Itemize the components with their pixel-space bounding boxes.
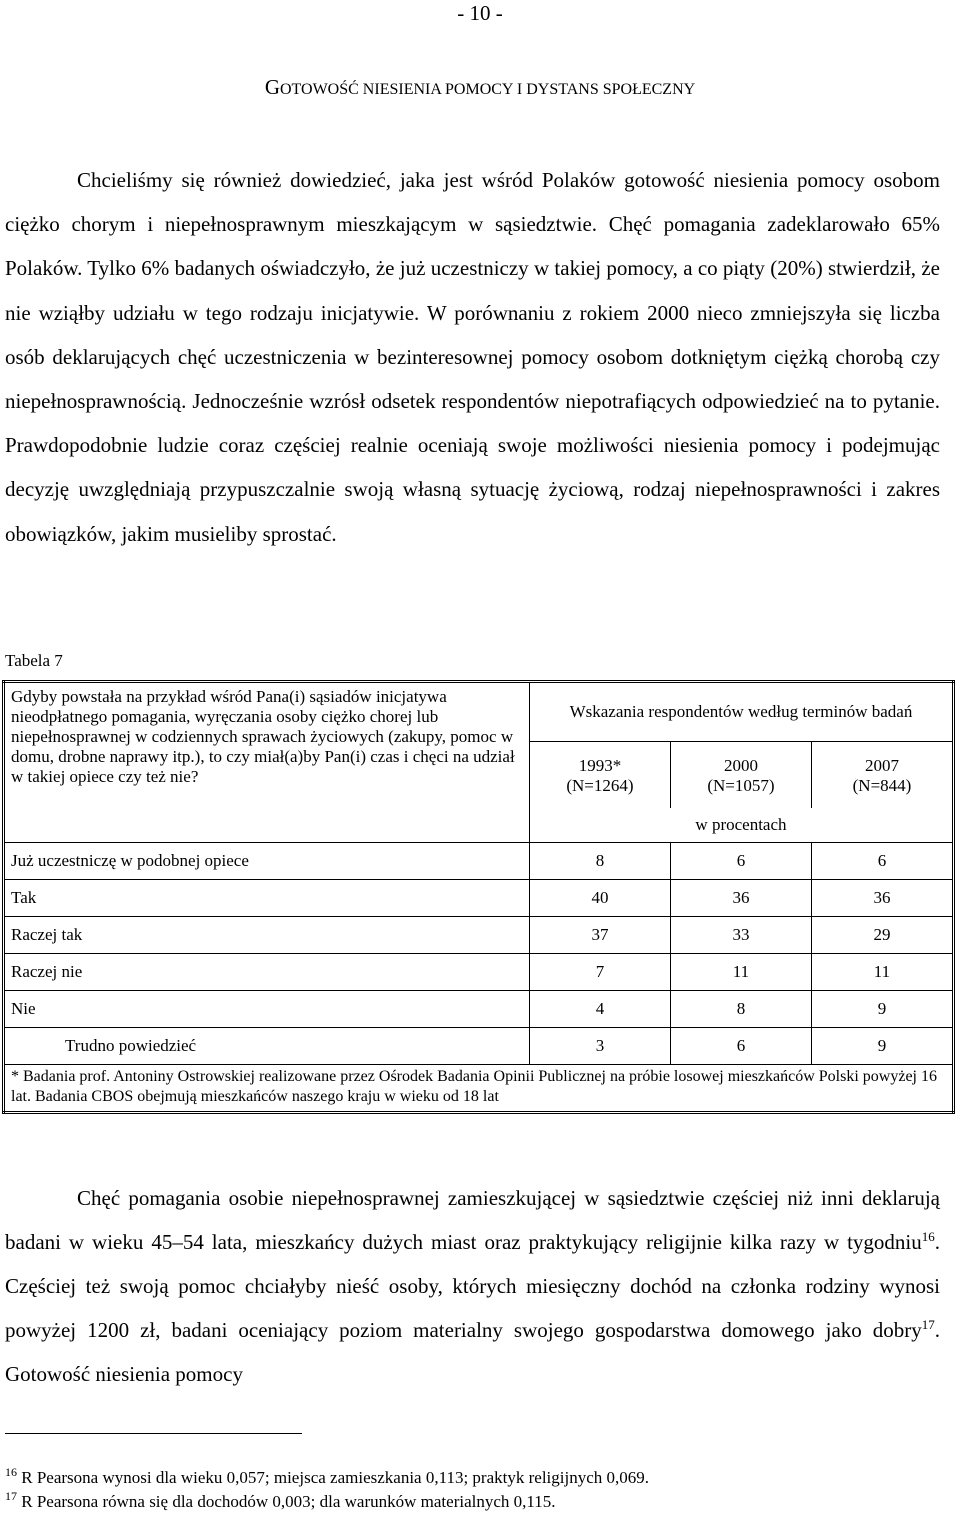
footnote-ref[interactable]: 17: [921, 1317, 935, 1332]
sample-size: (N=1264): [566, 776, 634, 795]
unit-label: w procentach: [529, 808, 953, 843]
footnote-16: [5, 1467, 649, 1489]
data-table: [2, 680, 955, 1114]
cell-value: 36: [811, 880, 953, 917]
table-footnote: * Badania prof. Antoniny Ostrowskiej realizowane przez Ośrodek Badania Opinii Publicznej na próbie losowej mieszkańców Polski powyżej 16 lat. Badania CBOS obejmują mieszkańców naszego kraju w wieku od 18 lat: [4, 1065, 954, 1113]
footnote-17: [5, 1491, 556, 1513]
table-row: [4, 991, 954, 1028]
table-header: Wskazania respondentów według terminów badań: [529, 682, 953, 742]
cell-value: 6: [670, 843, 811, 880]
row-label: Raczej nie: [4, 954, 530, 991]
cell-value: 11: [811, 954, 953, 991]
cell-value: 4: [529, 991, 670, 1028]
cell-value: 36: [670, 880, 811, 917]
paragraph-text: . Gotowość niesienia pomocy: [5, 1318, 940, 1386]
row-label: Już uczestniczę w podobnej opiece: [4, 843, 530, 880]
table-row: [4, 954, 954, 991]
year-2007: [811, 742, 953, 809]
row-label: Raczej tak: [4, 917, 530, 954]
table-row: [4, 843, 954, 880]
year-2000: [670, 742, 811, 809]
cell-value: 7: [529, 954, 670, 991]
cell-value: 37: [529, 917, 670, 954]
paragraph-text: Chęć pomagania osobie niepełnosprawnej zamieszkującej w sąsiedztwie częściej niż inni deklarują badani w wieku 45–54 lata, mieszkańcy dużych miast oraz praktykujący religijnie kilka razy w tygodniu: [5, 1186, 940, 1254]
table-caption: Tabela 7: [5, 651, 63, 670]
cell-value: 29: [811, 917, 953, 954]
cell-value: 9: [811, 1028, 953, 1065]
year-label: 1993*: [578, 756, 622, 775]
year-1993: [529, 742, 670, 809]
footnote-text: R Pearsona wynosi dla wieku 0,057; miejsca zamieszkania 0,113; praktyk religijnych 0,069.: [17, 1468, 650, 1487]
table-row: [4, 917, 954, 954]
cell-value: 6: [670, 1028, 811, 1065]
sample-size: (N=844): [852, 776, 912, 795]
cell-value: 8: [529, 843, 670, 880]
paragraph-intro: Chcieliśmy się również dowiedzieć, jaka jest wśród Polaków gotowość niesienia pomocy osobom ciężko chorym i niepełnosprawnym mieszkającym w sąsiedztwie. Chęć pomagania zadeklarowało 65% Polaków. Tylko 6% badanych oświadczyło, że już uczestniczy w takiej pomocy, a co piąty (20%) stwierdził, że nie wziąłby udziału w tego rodzaju inicjatywie. W porównaniu z rokiem 2000 nieco zmniejszyła się liczba osób deklarujących chęć uczestniczenia w bezinteresownej pomocy osobom dotkniętym ciężką chorobą czy niepełnosprawnością. Jednocześnie wzrósł odsetek respondentów niepotrafiących odpowiedzieć na to pytanie. Prawdopodobnie ludzie coraz częściej realnie oceniają swoje możliwości niesienia pomocy i podejmując decyzję uwzględniają przypuszczalnie swoją własną sytuację życiową, rodzaj niepełnosprawności i zakres obowiązków, jakim musieliby sprostać.: [5, 168, 940, 546]
heading-initial: G: [264, 75, 280, 99]
footnote-ref[interactable]: 16: [921, 1229, 935, 1244]
table-row: [4, 1028, 954, 1065]
footnote-number: 16: [5, 1465, 17, 1479]
footnote-separator: [5, 1433, 302, 1434]
row-label: Trudno powiedzieć: [4, 1028, 530, 1065]
cell-value: 9: [811, 991, 953, 1028]
row-label: Nie: [4, 991, 530, 1028]
cell-value: 8: [670, 991, 811, 1028]
paragraph-continuation: [5, 1176, 940, 1396]
paragraph-text: . Częściej też swoją pomoc chciałyby nieść osoby, których miesięczny dochód na członka rodziny wynosi powyżej 1200 zł, badani oceniający poziom materialny swojego gospodarstwa domowego jako dobry: [5, 1230, 940, 1342]
year-label: 2007: [864, 756, 899, 775]
table-question: Gdyby powstała na przykład wśród Pana(i) sąsiadów inicjatywa nieodpłatnego pomagania, wyręczania osoby ciężko chorej lub niepełnosprawnej w codziennych sprawach życiowych (zakupy, pomoc w domu, drobne naprawy itp.), to czy miał(a)by Pan(i) czas i chęci na udział w takiej opiece czy też nie?: [4, 682, 530, 843]
heading-rest: OTOWOŚĆ NIESIENIA POMOCY I DYSTANS SPOŁECZNY: [279, 81, 696, 98]
year-label: 2000: [723, 756, 758, 775]
page-number: - 10 -: [457, 1, 503, 25]
footnote-text: R Pearsona równa się dla dochodów 0,003; dla warunków materialnych 0,115.: [17, 1492, 556, 1511]
footnote-number: 17: [5, 1489, 17, 1503]
section-heading: [0, 74, 960, 103]
cell-value: 3: [529, 1028, 670, 1065]
cell-value: 11: [670, 954, 811, 991]
row-label: Tak: [4, 880, 530, 917]
cell-value: 6: [811, 843, 953, 880]
sample-size: (N=1057): [707, 776, 775, 795]
table-row: [4, 880, 954, 917]
cell-value: 40: [529, 880, 670, 917]
cell-value: 33: [670, 917, 811, 954]
